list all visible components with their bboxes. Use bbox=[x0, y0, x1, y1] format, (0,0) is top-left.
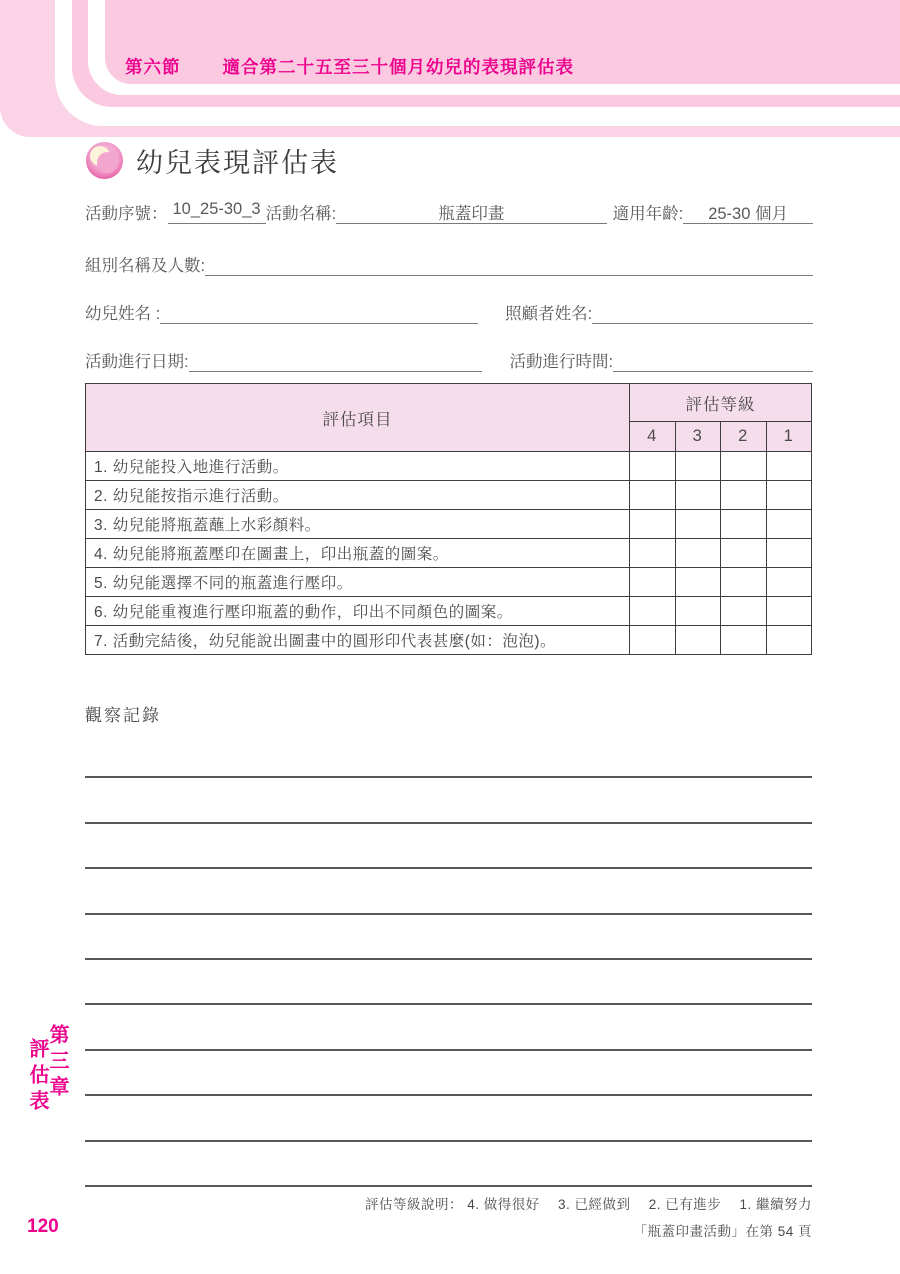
chapter-tab bbox=[27, 1024, 67, 1116]
chapter-section-label: 評估表 bbox=[26, 1038, 48, 1116]
assessment-item-row bbox=[86, 626, 812, 655]
assessment-item-row bbox=[86, 568, 812, 597]
rating-cell bbox=[630, 568, 676, 597]
form-row-names bbox=[85, 298, 813, 324]
item-text: 3. 幼兒能將瓶蓋蘸上水彩顏料。 bbox=[86, 510, 630, 539]
rating-cell bbox=[675, 539, 721, 568]
rating-cell bbox=[721, 539, 767, 568]
rating-level-2: 2 bbox=[721, 422, 767, 452]
rating-cell bbox=[721, 626, 767, 655]
item-text: 7. 活動完結後，幼兒能說出圖畫中的圓形印代表甚麼(如：泡泡)。 bbox=[86, 626, 630, 655]
rating-cell bbox=[675, 568, 721, 597]
caregiver-name-line bbox=[592, 300, 813, 324]
group-name-line bbox=[205, 252, 813, 276]
rating-cell bbox=[630, 539, 676, 568]
rating-cell bbox=[630, 626, 676, 655]
activity-name-label: 活動名稱: bbox=[265, 205, 337, 223]
item-text: 4. 幼兒能將瓶蓋壓印在圖畫上，印出瓶蓋的圖案。 bbox=[86, 539, 630, 568]
assessment-item-row bbox=[86, 510, 812, 539]
rating-cell bbox=[630, 510, 676, 539]
ruled-line bbox=[85, 824, 812, 869]
page-title: 幼兒表現評估表 bbox=[136, 148, 339, 178]
activity-time-line bbox=[613, 348, 813, 372]
assessment-table bbox=[85, 383, 812, 655]
caregiver-name-label: 照顧者姓名: bbox=[505, 305, 593, 323]
ruled-line bbox=[85, 1096, 812, 1141]
activity-name-line: 瓶蓋印畫 bbox=[336, 200, 606, 224]
activity-reference: 「瓶蓋印畫活動」在第 54 頁 bbox=[633, 1224, 812, 1239]
activity-date-label: 活動進行日期: bbox=[85, 353, 189, 371]
ruled-line bbox=[85, 733, 812, 778]
ruled-line bbox=[85, 1142, 812, 1187]
activity-number-value: 10_25-30_3 bbox=[168, 200, 266, 224]
activity-number-label: 活動序號： bbox=[85, 205, 168, 223]
rating-header-cell: 評估等級 bbox=[630, 384, 812, 422]
section-header bbox=[125, 54, 574, 79]
rating-cell bbox=[766, 452, 812, 481]
section-number: 第六節 bbox=[125, 57, 181, 77]
item-text: 5. 幼兒能選擇不同的瓶蓋進行壓印。 bbox=[86, 568, 630, 597]
rating-cell bbox=[675, 626, 721, 655]
ruled-line bbox=[85, 778, 812, 823]
child-name-label: 幼兒姓名 : bbox=[85, 305, 161, 323]
rating-cell bbox=[766, 539, 812, 568]
rating-level-4: 4 bbox=[630, 422, 676, 452]
rating-cell bbox=[630, 481, 676, 510]
rating-cell bbox=[721, 481, 767, 510]
assessment-item-row bbox=[86, 597, 812, 626]
title-row bbox=[86, 141, 339, 180]
ruled-line bbox=[85, 915, 812, 960]
ruled-line bbox=[85, 1005, 812, 1050]
observation-label: 觀察記錄 bbox=[85, 706, 161, 725]
rating-level-3: 3 bbox=[675, 422, 721, 452]
rating-cell bbox=[721, 597, 767, 626]
observation-lines bbox=[85, 733, 812, 1187]
child-name-line bbox=[160, 300, 478, 324]
rating-cell bbox=[766, 597, 812, 626]
rating-cell bbox=[675, 481, 721, 510]
rating-cell bbox=[766, 626, 812, 655]
rating-cell bbox=[766, 568, 812, 597]
rating-level-1: 1 bbox=[766, 422, 812, 452]
rating-cell bbox=[721, 568, 767, 597]
activity-time-label: 活動進行時間: bbox=[509, 353, 614, 371]
ruled-line bbox=[85, 1051, 812, 1096]
rating-cell bbox=[675, 597, 721, 626]
rating-cell bbox=[766, 481, 812, 510]
ruled-line bbox=[85, 960, 812, 1005]
item-text: 2. 幼兒能按指示進行活動。 bbox=[86, 481, 630, 510]
rating-cell bbox=[675, 510, 721, 539]
assessment-item-row bbox=[86, 452, 812, 481]
activity-date-line bbox=[189, 348, 483, 372]
rating-cell bbox=[630, 597, 676, 626]
rating-cell bbox=[721, 452, 767, 481]
rating-cell bbox=[675, 452, 721, 481]
chapter-label: 第三章 bbox=[46, 1024, 68, 1102]
item-text: 6. 幼兒能重複進行壓印瓶蓋的動作，印出不同顏色的圖案。 bbox=[86, 597, 630, 626]
rating-cell bbox=[721, 510, 767, 539]
group-name-label: 組別名稱及人數: bbox=[85, 257, 206, 275]
section-title: 適合第二十五至三十個月幼兒的表現評估表 bbox=[222, 57, 574, 77]
item-header-cell: 評估項目 bbox=[86, 384, 630, 452]
age-line: 25-30 個月 bbox=[683, 200, 813, 224]
form-row-activity bbox=[85, 198, 813, 224]
rating-legend: 評估等級說明： 4. 做得很好 3. 已經做到 2. 已有進步 1. 繼續努力 bbox=[364, 1197, 812, 1212]
glossy-ball-icon bbox=[86, 142, 123, 179]
assessment-item-row bbox=[86, 481, 812, 510]
rating-cell bbox=[630, 452, 676, 481]
item-text: 1. 幼兒能投入地進行活動。 bbox=[86, 452, 630, 481]
form-row-datetime bbox=[85, 346, 813, 372]
form-row-group bbox=[85, 250, 813, 276]
page-number: 120 bbox=[27, 1216, 59, 1237]
rating-cell bbox=[766, 510, 812, 539]
assessment-item-row bbox=[86, 539, 812, 568]
age-label: 適用年齡: bbox=[612, 205, 684, 223]
ruled-line bbox=[85, 869, 812, 914]
